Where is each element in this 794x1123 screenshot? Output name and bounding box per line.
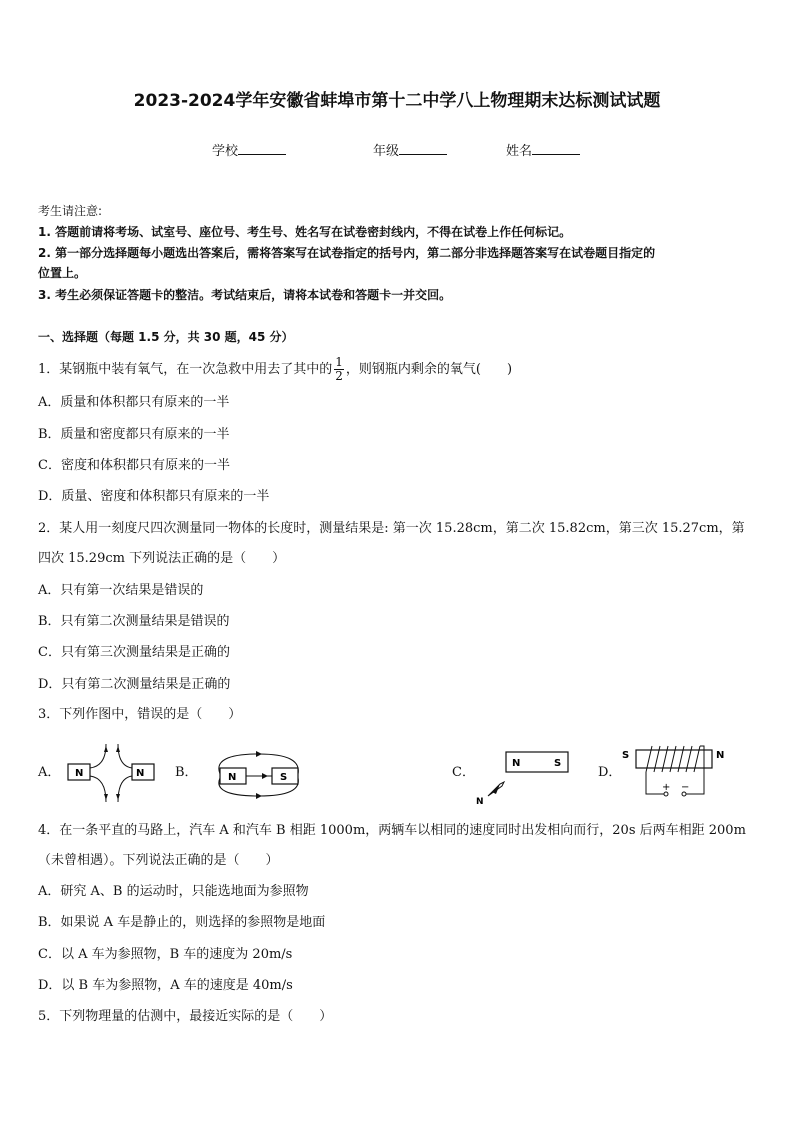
magnet-pole-label: N — [136, 768, 145, 779]
notice-text: 3. 考生必须保证答题卡的整洁。考试结束后，请将本试卷和答题卡一并交回。 — [38, 288, 452, 302]
q2-option-c[interactable]: C．只有第三次测量结果是正确的 — [38, 645, 230, 660]
notice-item-1 — [38, 223, 762, 241]
magnet-pole-label: N — [512, 758, 521, 769]
q1-text-b: ，则钢瓶内剩余的氧气( ) — [345, 362, 513, 377]
grade-blank[interactable] — [399, 141, 447, 155]
fraction-one-half — [334, 356, 344, 383]
grade-label: 年级 — [373, 144, 400, 159]
school-blank[interactable] — [238, 141, 286, 155]
question-2-stem-line1: 2．某人用一刻度尺四次测量同一物体的长度时，测量结果是: 第一次 15.28cm，第二次 15.82cm，第三次 15.27cm，第 — [38, 521, 745, 536]
q1-option-a[interactable]: A．质量和体积都只有原来的一半 — [38, 395, 230, 410]
magnet-pole-label: S — [554, 758, 562, 769]
q2-option-a[interactable]: A．只有第一次结果是错误的 — [38, 583, 204, 598]
compass-pole-label: N — [476, 797, 484, 807]
q4-option-c[interactable]: C．以 A 车为参照物，B 车的速度为 20m/s — [38, 947, 293, 962]
q4-option-d[interactable]: D．以 B 车为参照物，A 车的速度是 40m/s — [38, 978, 293, 993]
grade-field — [373, 140, 447, 159]
q1-text-a: 1．某钢瓶中装有氧气，在一次急救中用去了其中的 — [38, 362, 333, 377]
q1-option-d[interactable]: D．质量、密度和体积都只有原来的一半 — [38, 489, 270, 504]
notice-item-2 — [38, 244, 762, 262]
fraction-denominator: 2 — [335, 369, 343, 383]
magnet-pole-label: N — [75, 768, 84, 779]
question-3-stem: 3．下列作图中，错误的是（ ） — [38, 707, 242, 722]
notice-heading: 考生请注意: — [38, 204, 103, 218]
notice-item-3 — [38, 286, 762, 304]
battery-terminal-label: + — [662, 782, 671, 793]
name-label: 姓名 — [506, 144, 533, 159]
section-text: 一、选择题（每题 1.5 分，共 30 题，45 分） — [38, 330, 294, 344]
figure-c-magnet-compass — [470, 746, 572, 808]
section-heading — [38, 328, 762, 346]
figure-d-solenoid — [618, 738, 728, 804]
solenoid-pole-label: N — [716, 750, 725, 761]
page-title: 2023-2024学年安徽省蚌埠市第十二中学八上物理期末达标测试试题 — [133, 91, 661, 111]
q2-option-b[interactable]: B．只有第二次测量结果是错误的 — [38, 614, 230, 629]
notice-text: 2. 第一部分选择题每小题选出答案后，需将答案写在试卷指定的括号内，第二部分非选择题答案写在试卷题目指定的 — [38, 246, 656, 260]
question-1-stem — [38, 356, 762, 383]
figure-a-magnets — [62, 740, 162, 806]
question-2-stem-line2: 四次 15.29cm 下列说法正确的是（ ） — [38, 551, 286, 566]
notice-text: 位置上。 — [38, 266, 87, 280]
school-field — [212, 140, 286, 159]
q1-option-c[interactable]: C．密度和体积都只有原来的一半 — [38, 458, 230, 473]
q3-option-a-label[interactable]: A． — [38, 765, 61, 780]
q3-option-c-label[interactable]: C． — [452, 765, 475, 780]
notice-item-2-cont — [38, 264, 762, 282]
q4-option-a[interactable]: A．研究 A、B 的运动时，只能选地面为参照物 — [38, 884, 309, 899]
q3-option-b-label[interactable]: B． — [175, 765, 198, 780]
q3-option-d-label[interactable]: D． — [598, 765, 622, 780]
school-label: 学校 — [212, 144, 239, 159]
question-4-stem-line2: （未曾相遇）。下列说法正确的是（ ） — [38, 853, 279, 868]
q2-option-d[interactable]: D．只有第二次测量结果是正确的 — [38, 677, 231, 692]
battery-terminal-label: − — [681, 782, 690, 793]
notice-text: 1. 答题前请将考场、试室号、座位号、考生号、姓名写在试卷密封线内，不得在试卷上作任何标记。 — [38, 225, 572, 239]
q1-option-b[interactable]: B．质量和密度都只有原来的一半 — [38, 427, 230, 442]
question-4-stem-line1: 4．在一条平直的马路上，汽车 A 和汽车 B 相距 1000m，两辆车以相同的速度同时出发相向而行，20s 后两车相距 200m — [38, 823, 746, 838]
figure-b-magnets — [210, 748, 306, 800]
fraction-numerator: 1 — [335, 355, 343, 369]
solenoid-pole-label: S — [622, 750, 630, 761]
question-5-stem: 5．下列物理量的估测中，最接近实际的是（ ） — [38, 1009, 333, 1024]
name-blank[interactable] — [532, 141, 580, 155]
magnet-pole-label: S — [280, 772, 288, 783]
magnet-pole-label: N — [228, 772, 237, 783]
q4-option-b[interactable]: B．如果说 A 车是静止的，则选择的参照物是地面 — [38, 915, 326, 930]
name-field — [506, 140, 580, 159]
